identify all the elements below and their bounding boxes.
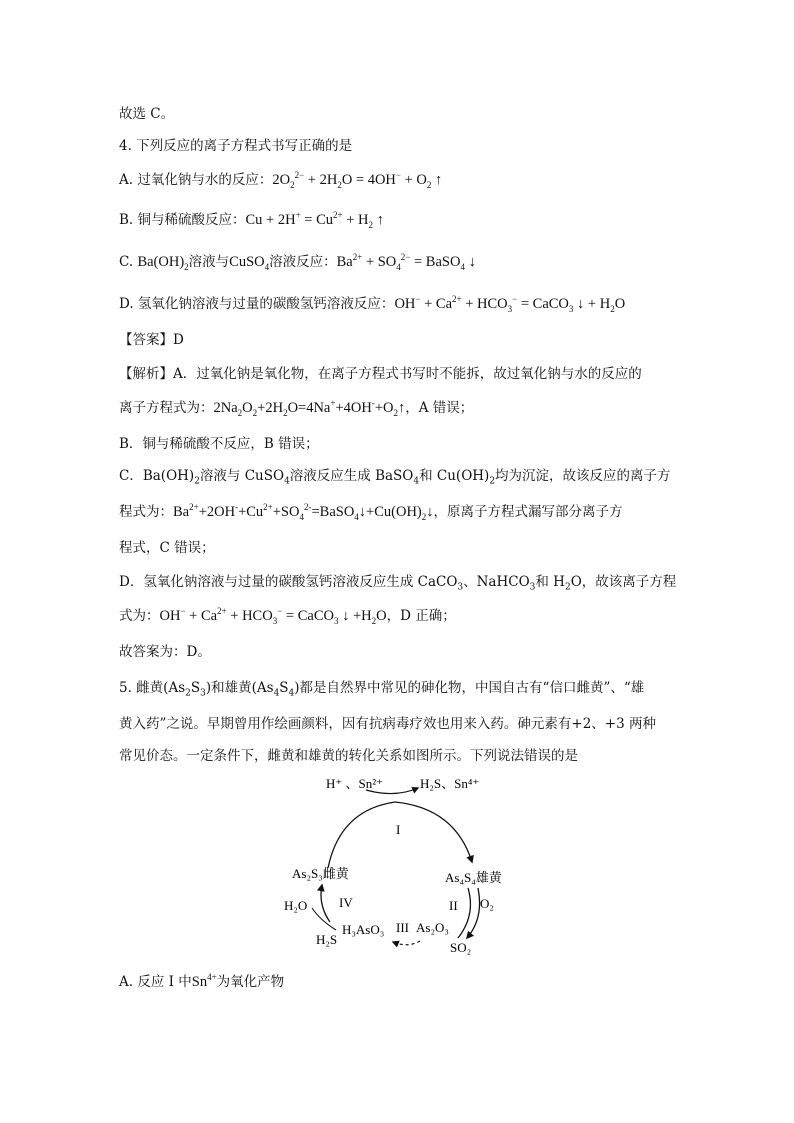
- q4-option-c: C. $Ba(OH)_2$溶液与CuSO$_4$溶液反应：$Ba^{2+} + SO_4^{2-}$ = BaSO$_4$ ↓: [119, 252, 476, 272]
- explanation-b: B．铜与稀硫酸不反应，B 错误；: [119, 436, 319, 452]
- question-5-stem-3: 常见价态。一定条件下，雌黄和雄黄的转化关系如图所示。下列说法错误的是: [119, 748, 578, 764]
- question-4-stem: 4. 下列反应的离子方程式书写正确的是: [119, 138, 353, 154]
- question-5-stem-1: 5. 雌黄$(As_2S_3)$和雄黄$(As_4S_4)$都是自然界中常见的砷化物，中国自古有“信口雌黄”、“雄: [119, 680, 645, 699]
- final-answer: 故答案为：D。: [119, 644, 211, 660]
- q5-option-a: A. 反应 I 中$Sn^{4+}$为氧化产物: [119, 972, 285, 990]
- label-h2o: H₂O: [284, 898, 308, 913]
- previous-answer-conclusion: 故选 C。: [119, 106, 175, 122]
- label-as4s4: As₄S₄雄黄: [445, 870, 502, 885]
- label-h2s-sn4: H₂S、Sn⁴⁺: [420, 776, 480, 791]
- label-so2: SO₂: [450, 940, 472, 955]
- explanation-c-equation: 程式为：$Ba^{2+}+2OH^-+Cu^{2+}+SO_4^{2-}=BaSO_4↓+Cu(OH)_2↓$，原离子方程式漏写部分离子方: [119, 502, 623, 522]
- label-h3aso3: H₃AsO₃: [342, 922, 385, 937]
- label-h2s: H₂S: [316, 932, 338, 947]
- answer-label: 【答案】D: [119, 332, 184, 348]
- explanation-intro: 【解析】A．过氧化钠是氧化物，在离子方程式书写时不能拆，故过氧化钠与水的反应的: [119, 366, 642, 382]
- arc-step2-a: [458, 888, 470, 938]
- arc-left-top: [328, 802, 395, 868]
- explanation-c-end: 程式，C 错误；: [119, 540, 215, 556]
- label-o2: O₂: [480, 896, 494, 911]
- arc-step3-dashed: [393, 941, 420, 945]
- explanation-d-equation: 式为：$OH^- + Ca^{2+} + HCO_3^-$ = CaCO$_3$ ↓ $+H_2O$，D 正确；: [119, 606, 456, 626]
- q4-option-a: A. 过氧化钠与水的反应：$2O_2^{2-} + 2H_2O = 4OH^- + O_2$ ↑: [119, 170, 443, 190]
- arc-step4: [321, 885, 330, 922]
- label-step-1: I: [396, 822, 401, 837]
- explanation-c: C．$Ba(OH)_2$溶液与 CuSO$_4$溶液反应生成 BaSO$_4$和 $Cu(OH)_2$均为沉淀，故该反应的离子方: [119, 468, 671, 487]
- arc-right-top: [395, 802, 472, 862]
- label-as2o3: As₂O₃: [416, 920, 449, 935]
- cycle-svg: [270, 770, 530, 960]
- label-step-4: IV: [339, 895, 353, 910]
- label-step-2: II: [449, 898, 458, 913]
- explanation-d: D．氢氧化钠溶液与过量的碳酸氢钙溶液反应生成 CaCO$_3$、NaHCO$_3$和 $H_2O$，故该离子方程: [119, 574, 677, 593]
- label-h-sn2: H⁺ 、Sn²⁺: [326, 776, 383, 791]
- label-step-3: III: [396, 920, 409, 935]
- q4-option-d: D. 氢氧化钠溶液与过量的碳酸氢钙溶液反应：$OH^- + Ca^{2+} + HCO_3^-$ = CaCO$_3$ ↓ + $H_2O$: [119, 294, 626, 314]
- conversion-cycle-diagram: [270, 770, 530, 960]
- explanation-a-equation: 离子方程式为：$2Na_2O_2+2H_2O=4Na^++4OH^-+O_2↑$，A 错误；: [119, 398, 474, 418]
- arc-step2-o2: [467, 888, 480, 938]
- question-5-stem-2: 黄入药”之说。早期曾用作绘画颜料，因有抗病毒疗效也用来入药。砷元素有+2、+3 两种: [119, 716, 656, 732]
- label-as2s3: As₂S₃雌黄: [292, 866, 349, 881]
- q4-option-b: B. 铜与稀硫酸反应：$Cu + 2H^+ = Cu^{2+} + H_2$ ↑: [119, 210, 384, 230]
